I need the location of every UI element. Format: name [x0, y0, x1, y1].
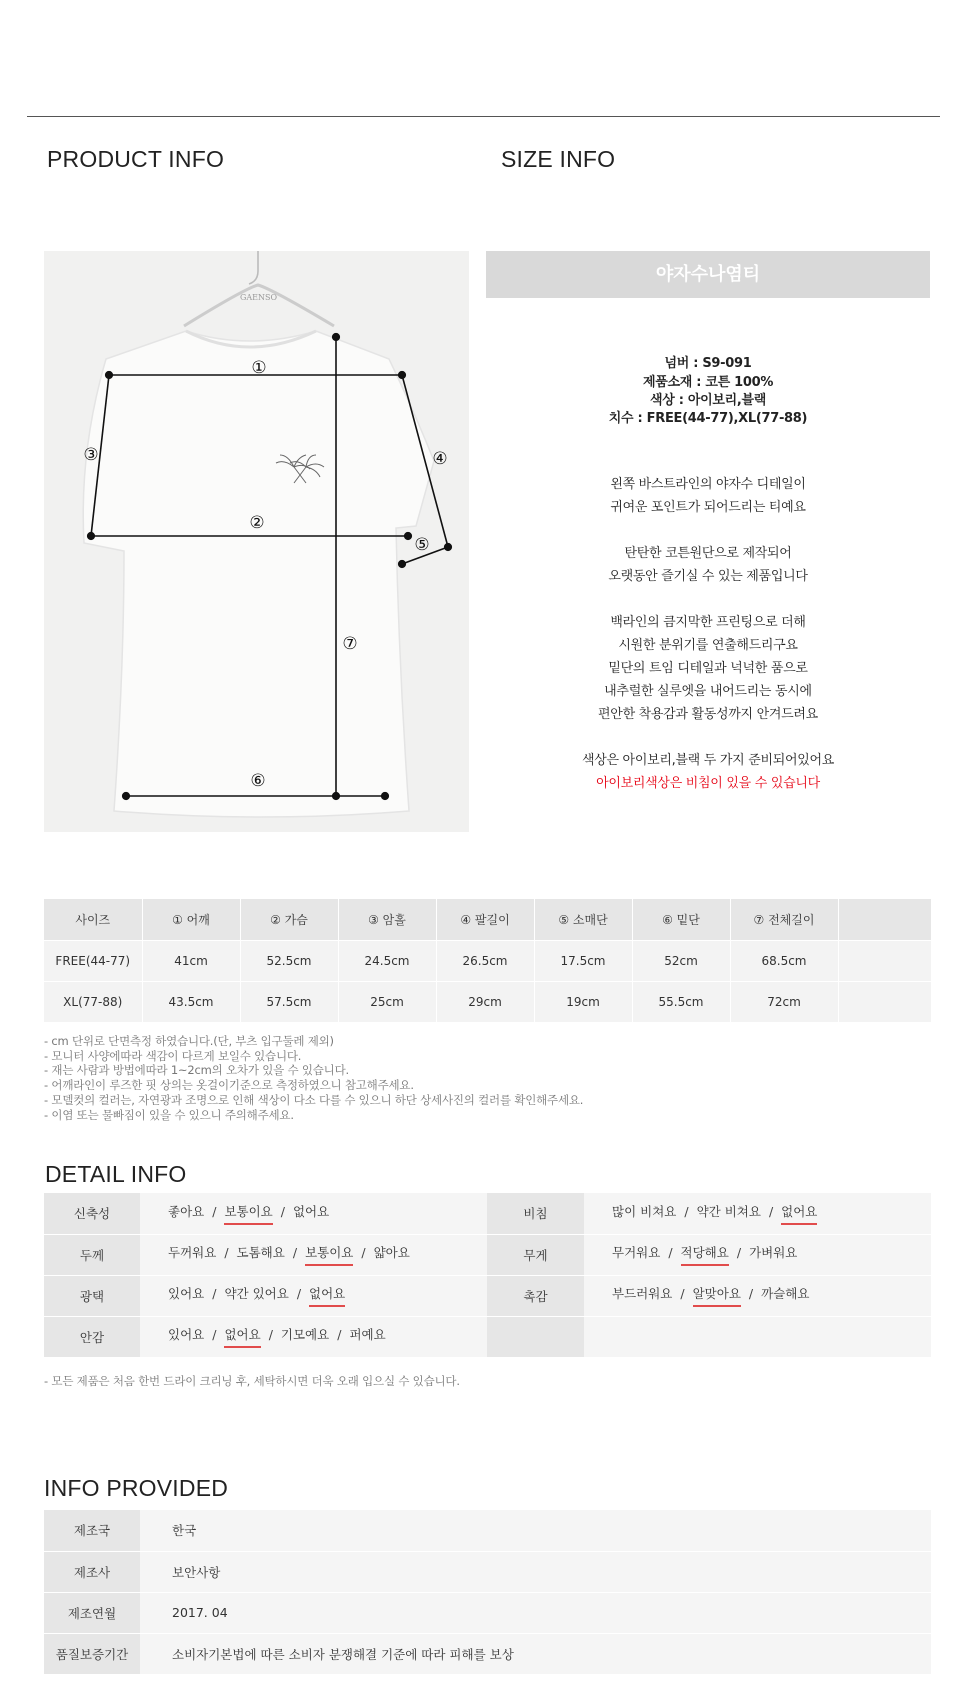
size-table: [44, 899, 932, 1023]
marker-7: ⑦: [342, 634, 358, 654]
marker-1: ①: [251, 358, 267, 378]
option-separator: /: [224, 1245, 229, 1260]
size-header-cell: 사이즈: [44, 899, 142, 940]
detail-option: 약간 비쳐요: [696, 1203, 761, 1219]
provided-table: [44, 1510, 931, 1675]
size-header-cell: ③ 암홀: [338, 899, 436, 940]
size-cell: 29cm: [436, 981, 534, 1022]
description-line: 귀여운 포인트가 되어드리는 티예요: [610, 500, 806, 515]
size-table-header: [44, 899, 931, 940]
provided-label: 제조연월: [44, 1592, 140, 1633]
marker-4: ④: [432, 449, 448, 469]
size-cell: 41cm: [142, 940, 240, 981]
hanger-brand: GAENSO: [240, 293, 278, 302]
size-cell: 52cm: [632, 940, 730, 981]
detail-table: [44, 1193, 931, 1358]
detail-options: [584, 1193, 931, 1234]
detail-option: 없어요: [292, 1203, 330, 1219]
marker-6: ⑥: [250, 771, 266, 791]
provided-label: 제조국: [44, 1510, 140, 1551]
description-line: 오랫동안 즐기실 수 있는 제품입니다: [608, 569, 808, 584]
care-note: - 모든 제품은 처음 한번 드라이 크리닝 후, 세탁하시면 더욱 오래 입으실 수 있습니다.: [44, 1374, 460, 1388]
note-line: - 재는 사람과 방법에따라 1~2cm의 오차가 있을 수 있습니다.: [44, 1063, 349, 1078]
table-row: [44, 1275, 931, 1316]
detail-option-selected: 적당해요: [681, 1243, 729, 1266]
description-line: 밑단의 트임 디테일과 넉넉한 품으로: [608, 661, 808, 676]
size-cell: 55.5cm: [632, 981, 730, 1022]
size-cell: XL(77-88): [44, 981, 142, 1022]
table-row: [44, 1633, 931, 1674]
detail-option-selected: 보통이요: [224, 1202, 272, 1225]
size-cell: 68.5cm: [730, 940, 838, 981]
detail-option: 가벼워요: [749, 1245, 798, 1260]
option-separator: /: [680, 1286, 685, 1301]
description-line: 내추럴한 실루엣을 내어드리는 동시에: [604, 684, 812, 699]
detail-option: 도톰해요: [236, 1245, 285, 1260]
description-line: 시원한 분위기를 연출해드리구요: [618, 638, 798, 653]
option-separator: /: [280, 1203, 285, 1219]
detail-label: 무게: [487, 1234, 584, 1275]
option-separator: /: [668, 1245, 673, 1260]
option-separator: /: [768, 1203, 774, 1219]
detail-label: 촉감: [487, 1275, 584, 1316]
detail-option: 있어요: [168, 1286, 205, 1301]
option-separator: /: [212, 1327, 217, 1342]
spec-size: 치수 : FREE(44-77),XL(77-88): [608, 411, 808, 426]
option-separator: /: [296, 1286, 302, 1301]
option-separator: /: [361, 1245, 366, 1260]
table-row: [44, 1510, 931, 1551]
table-row: [44, 1551, 931, 1592]
description-line: 백라인의 큼지막한 프린팅으로 더해: [610, 615, 806, 630]
detail-option-selected: 없어요: [309, 1284, 345, 1307]
size-cell: FREE(44-77): [44, 940, 142, 981]
detail-option: 좋아요: [168, 1203, 205, 1219]
size-cell: 25cm: [338, 981, 436, 1022]
table-row: [44, 1316, 931, 1357]
option-separator: /: [748, 1286, 754, 1301]
detail-option: 두꺼워요: [168, 1245, 217, 1260]
description-line: 탄탄한 코튼원단으로 제작되어: [624, 546, 792, 561]
detail-label: 광택: [44, 1275, 140, 1316]
detail-options: [584, 1316, 931, 1357]
table-row: [44, 1234, 931, 1275]
detail-options: [584, 1234, 931, 1275]
size-header-cell: ② 가슴: [240, 899, 338, 940]
description-line: 왼쪽 바스트라인의 야자수 디테일이: [610, 477, 806, 492]
detail-options: [140, 1275, 487, 1316]
detail-options: [140, 1234, 487, 1275]
provided-label: 품질보증기간: [44, 1633, 140, 1674]
size-cell: 17.5cm: [534, 940, 632, 981]
note-line: - 어깨라인이 루즈한 핏 상의는 옷걸이기준으로 측정하였으니 참고해주세요.: [44, 1078, 414, 1093]
detail-label: 비침: [487, 1193, 584, 1234]
detail-option-selected: 없어요: [224, 1325, 260, 1348]
provided-value: 2017. 04: [140, 1592, 931, 1633]
size-cell: 72cm: [730, 981, 838, 1022]
detail-option: 기모예요: [280, 1327, 330, 1342]
option-separator: /: [212, 1286, 217, 1301]
marker-2: ②: [249, 513, 265, 533]
product-photo: [44, 251, 469, 832]
table-row: [44, 981, 931, 1022]
detail-option: 약간 있어요: [224, 1286, 289, 1301]
size-header-cell: ⑥ 밑단: [632, 899, 730, 940]
detail-option: 많이 비쳐요: [612, 1203, 677, 1219]
table-row: [44, 940, 931, 981]
size-header-cell: ⑤ 소매단: [534, 899, 632, 940]
option-separator: /: [212, 1203, 217, 1219]
detail-option: 무거워요: [612, 1245, 661, 1260]
marker-5: ⑤: [414, 535, 430, 555]
provided-value: 한국: [140, 1510, 931, 1551]
size-cell: 43.5cm: [142, 981, 240, 1022]
product-info-title: PRODUCT INFO: [47, 146, 225, 172]
size-cell: 52.5cm: [240, 940, 338, 981]
marker-3: ③: [83, 445, 99, 465]
option-separator: /: [337, 1327, 342, 1342]
detail-option: 퍼예요: [349, 1327, 386, 1342]
option-separator: /: [736, 1245, 742, 1260]
detail-label: 두께: [44, 1234, 140, 1275]
detail-options: [140, 1193, 487, 1234]
size-header-cell: ① 어깨: [142, 899, 240, 940]
info-provided-title: INFO PROVIDED: [44, 1475, 229, 1501]
spec-material: 제품소재 : 코튼 100%: [642, 375, 774, 390]
measurement-notes: [44, 1034, 583, 1122]
size-cell: 24.5cm: [338, 940, 436, 981]
note-line: - 모니터 사양에따라 색감이 다르게 보일수 있습니다.: [44, 1048, 302, 1063]
top-divider: [27, 116, 940, 117]
detail-option: 부드러워요: [612, 1286, 673, 1301]
size-header-cell: ⑦ 전체길이: [730, 899, 838, 940]
size-header-cell: ④ 팔길이: [436, 899, 534, 940]
option-separator: /: [684, 1203, 689, 1219]
detail-info-title: DETAIL INFO: [45, 1161, 187, 1187]
transparency-warning: 아이보리색상은 비침이 있을 수 있습니다: [596, 776, 820, 791]
detail-option-selected: 알맞아요: [693, 1284, 741, 1307]
size-cell: [838, 981, 931, 1022]
description-line: 색상은 아이보리,블랙 두 가지 준비되어있어요: [581, 753, 835, 768]
size-cell: 19cm: [534, 981, 632, 1022]
provided-label: 제조사: [44, 1551, 140, 1592]
option-separator: /: [268, 1327, 273, 1342]
provided-value: 보안사항: [140, 1551, 931, 1592]
provided-value: 소비자기본법에 따른 소비자 분쟁해결 기준에 따라 피해를 보상: [140, 1633, 931, 1674]
table-row: [44, 1193, 931, 1234]
description-line: 편안한 착용감과 활동성까지 안겨드려요: [598, 707, 818, 722]
product-name: 야자수나염티: [486, 251, 930, 298]
detail-option: 얇아요: [373, 1245, 410, 1260]
detail-option: 있어요: [168, 1327, 205, 1342]
note-line: - 모델컷의 컬러는, 자연광과 조명으로 인해 색상이 다소 다를 수 있으니 하단 상세사진의 컬러를 확인해주세요.: [44, 1092, 584, 1107]
detail-options: [140, 1316, 487, 1357]
note-line: - 이염 또는 물빠짐이 있을 수 있으니 주의해주세요.: [44, 1107, 294, 1122]
detail-label: 안감: [44, 1316, 140, 1357]
table-row: [44, 1592, 931, 1633]
measurement-diagram: [44, 251, 469, 832]
detail-option-selected: 없어요: [781, 1202, 817, 1225]
size-cell: 26.5cm: [436, 940, 534, 981]
detail-label: [487, 1316, 584, 1357]
detail-option-selected: 보통이요: [305, 1243, 353, 1266]
detail-option: 까슬해요: [761, 1286, 810, 1301]
detail-options: [584, 1275, 931, 1316]
spec-number: 넘버 : S9-091: [664, 356, 752, 371]
spec-color: 색상 : 아이보리,블랙: [649, 393, 767, 408]
size-header-cell: [838, 899, 931, 940]
size-cell: 57.5cm: [240, 981, 338, 1022]
size-info-title: SIZE INFO: [501, 146, 616, 172]
size-cell: [838, 940, 931, 981]
detail-label: 신축성: [44, 1193, 140, 1234]
note-line: - cm 단위로 단면측정 하였습니다.(단, 부츠 입구둘레 제외): [44, 1034, 334, 1048]
option-separator: /: [292, 1245, 298, 1260]
